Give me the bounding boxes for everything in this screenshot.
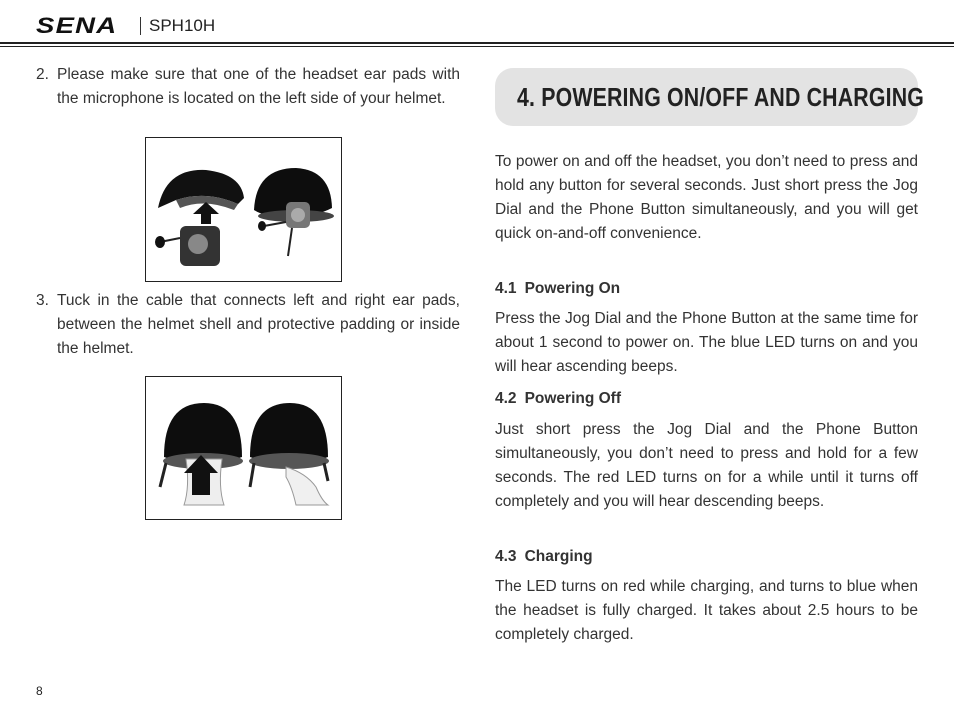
subsection-heading-4-1 <box>495 280 620 298</box>
header-rule-thin <box>0 46 954 47</box>
brand-logo: SENA <box>36 13 118 38</box>
page-number: 8 <box>36 684 43 698</box>
helmet-earpad-photo <box>145 137 342 282</box>
list-item-3 <box>36 289 460 361</box>
subsection-title: Powering Off <box>524 390 622 407</box>
page-header <box>36 12 215 40</box>
header-rule <box>0 42 954 44</box>
section-intro: To power on and off the headset, you don’t need to press and hold any button for several seconds. Just short press the Jog Dial and the Phone Button simultaneously, and you will get quick on-and-off convenience. <box>495 153 918 242</box>
list-item-number: 2. <box>36 66 49 83</box>
list-item-number: 3. <box>36 292 49 309</box>
subsection-text-4-1: Press the Jog Dial and the Phone Button at the same time for about 1 second to power on. The blue LED turns on and you will hear ascending beeps. <box>495 310 918 375</box>
subsection-title: Powering On <box>524 280 621 297</box>
cable-tuck-photo <box>145 376 342 520</box>
subsection-number: 4.2 <box>495 390 517 407</box>
subsection-title: Charging <box>524 548 593 565</box>
list-item-text: Tuck in the cable that connects left and right ear pads, between the helmet shell and protective padding or inside the helmet. <box>57 292 460 357</box>
model-name: SPH10H <box>149 16 216 35</box>
list-item-2 <box>36 63 460 111</box>
subsection-number: 4.1 <box>495 280 517 297</box>
section-title-box <box>495 68 925 126</box>
subsection-heading-4-2 <box>495 390 621 408</box>
section-title: 4. POWERING ON/OFF AND CHARGING <box>517 82 925 112</box>
subsection-text-4-2: Just short press the Jog Dial and the Phone Button simultaneously, you don’t need to press and hold for a few seconds. The red LED turns on for a while until it turns off completely and you will hear descending beeps. <box>495 421 918 510</box>
list-item-text: Please make sure that one of the headset ear pads with the microphone is located on the left side of your helmet. <box>57 66 460 107</box>
subsection-text-4-3: The LED turns on red while charging, and turns to blue when the headset is fully charged. It takes about 2.5 hours to be completely charged. <box>495 578 918 643</box>
subsection-number: 4.3 <box>495 548 517 565</box>
subsection-heading-4-3 <box>495 548 593 566</box>
